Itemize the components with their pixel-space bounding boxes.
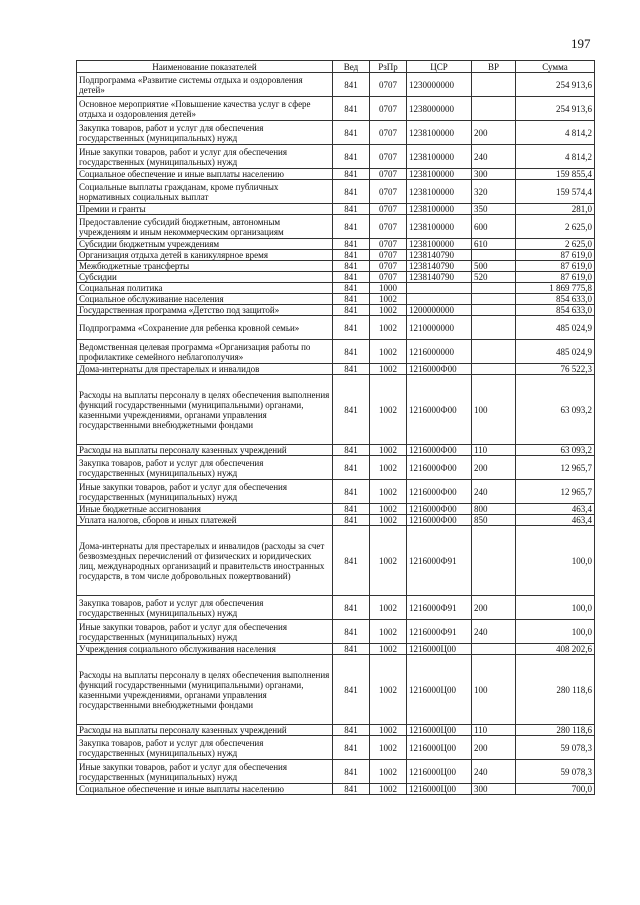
cell-ved: 841 (333, 305, 370, 316)
cell-sum: 280 118,6 (516, 655, 595, 725)
cell-rzpr: 1002 (370, 480, 407, 504)
cell-name: Закупка товаров, работ и услуг для обеспечения государственных (муниципальных) нужд (77, 596, 333, 620)
cell-sum: 408 202,6 (516, 644, 595, 655)
cell-sum: 254 913,6 (516, 97, 595, 121)
cell-ved: 841 (333, 73, 370, 97)
cell-csr: 1216000Ф91 (407, 596, 472, 620)
cell-csr: 1210000000 (407, 316, 472, 340)
cell-rzpr: 1002 (370, 620, 407, 644)
cell-name: Расходы на выплаты персоналу казенных учреждений (77, 445, 333, 456)
cell-ved: 841 (333, 204, 370, 215)
table-row (77, 596, 595, 620)
cell-name: Расходы на выплаты персоналу в целях обеспечения выполнения функций государственными (муниципальными) органами, казенными учреждениями, органами управления государственными внебюджетными фондами (77, 375, 333, 445)
cell-rzpr: 1002 (370, 526, 407, 596)
cell-sum: 59 078,3 (516, 760, 595, 784)
cell-name: Государственная программа «Детство под защитой» (77, 305, 333, 316)
cell-rzpr: 1002 (370, 305, 407, 316)
table-row (77, 239, 595, 250)
cell-name: Расходы на выплаты персоналу в целях обеспечения выполнения функций государственными (муниципальными) органами, казенными учреждениями, органами управления государственными внебюджетными фондами (77, 655, 333, 725)
table-row (77, 655, 595, 725)
cell-csr: 1238140790 (407, 250, 472, 261)
table-row (77, 456, 595, 480)
table-row (77, 283, 595, 294)
cell-sum: 700,0 (516, 784, 595, 795)
cell-ved: 841 (333, 515, 370, 526)
header-name: Наименование показателей (77, 61, 333, 73)
cell-csr: 1216000Ф00 (407, 375, 472, 445)
cell-ved: 841 (333, 239, 370, 250)
cell-csr: 1216000Ф00 (407, 364, 472, 375)
cell-csr: 1216000Ф00 (407, 456, 472, 480)
cell-name: Социальная политика (77, 283, 333, 294)
table-row (77, 215, 595, 239)
table-row (77, 526, 595, 596)
cell-ved: 841 (333, 169, 370, 180)
cell-name: Социальное обслуживание населения (77, 294, 333, 305)
cell-csr: 1238140790 (407, 272, 472, 283)
cell-vr: 600 (472, 215, 516, 239)
cell-ved: 841 (333, 97, 370, 121)
cell-vr (472, 250, 516, 261)
cell-rzpr: 1002 (370, 294, 407, 305)
cell-name: Субсидии (77, 272, 333, 283)
cell-name: Подпрограмма «Развитие системы отдыха и оздоровления детей» (77, 73, 333, 97)
cell-name: Закупка товаров, работ и услуг для обеспечения государственных (муниципальных) нужд (77, 736, 333, 760)
cell-vr: 300 (472, 169, 516, 180)
cell-rzpr: 1002 (370, 736, 407, 760)
cell-name: Иные закупки товаров, работ и услуг для обеспечения государственных (муниципальных) нужд (77, 480, 333, 504)
cell-rzpr: 1002 (370, 316, 407, 340)
cell-csr: 1238100000 (407, 215, 472, 239)
cell-rzpr: 1002 (370, 364, 407, 375)
cell-rzpr: 0707 (370, 215, 407, 239)
table-row (77, 97, 595, 121)
cell-sum: 87 619,0 (516, 250, 595, 261)
cell-ved: 841 (333, 375, 370, 445)
table-header-row (77, 61, 595, 73)
cell-rzpr: 0707 (370, 250, 407, 261)
table-row (77, 294, 595, 305)
cell-vr: 850 (472, 515, 516, 526)
cell-vr (472, 305, 516, 316)
cell-csr: 1216000Ц00 (407, 760, 472, 784)
cell-csr: 1216000Ф91 (407, 620, 472, 644)
cell-sum: 280 118,6 (516, 725, 595, 736)
cell-rzpr: 0707 (370, 97, 407, 121)
cell-name: Предоставление субсидий бюджетным, автономным учреждениям и иным некоммерческим организациям (77, 215, 333, 239)
cell-name: Подпрограмма «Сохранение для ребенка кровной семьи» (77, 316, 333, 340)
cell-sum: 76 522,3 (516, 364, 595, 375)
cell-csr (407, 294, 472, 305)
cell-csr: 1238100000 (407, 180, 472, 204)
cell-ved: 841 (333, 456, 370, 480)
cell-sum: 100,0 (516, 526, 595, 596)
cell-name: Закупка товаров, работ и услуг для обеспечения государственных (муниципальных) нужд (77, 456, 333, 480)
cell-sum: 463,4 (516, 504, 595, 515)
cell-ved: 841 (333, 760, 370, 784)
cell-csr: 1216000Ц00 (407, 736, 472, 760)
cell-sum: 485 024,9 (516, 316, 595, 340)
cell-vr (472, 283, 516, 294)
cell-sum: 12 965,7 (516, 456, 595, 480)
cell-sum: 4 814,2 (516, 121, 595, 145)
cell-rzpr: 0707 (370, 180, 407, 204)
cell-vr (472, 526, 516, 596)
table-row (77, 445, 595, 456)
cell-rzpr: 1002 (370, 596, 407, 620)
cell-csr: 1238100000 (407, 169, 472, 180)
cell-vr: 240 (472, 760, 516, 784)
cell-ved: 841 (333, 272, 370, 283)
table-body (77, 73, 595, 795)
cell-rzpr: 1002 (370, 725, 407, 736)
cell-rzpr: 1000 (370, 283, 407, 294)
cell-csr: 1216000000 (407, 340, 472, 364)
cell-rzpr: 0707 (370, 145, 407, 169)
cell-csr: 1238100000 (407, 239, 472, 250)
cell-name: Расходы на выплаты персоналу казенных учреждений (77, 725, 333, 736)
cell-vr: 100 (472, 375, 516, 445)
cell-vr: 610 (472, 239, 516, 250)
table-row (77, 121, 595, 145)
cell-sum: 100,0 (516, 620, 595, 644)
cell-rzpr: 1002 (370, 375, 407, 445)
table-row (77, 364, 595, 375)
table-row (77, 272, 595, 283)
cell-name: Субсидии бюджетным учреждениям (77, 239, 333, 250)
cell-name: Закупка товаров, работ и услуг для обеспечения государственных (муниципальных) нужд (77, 121, 333, 145)
cell-vr: 200 (472, 456, 516, 480)
table-row (77, 204, 595, 215)
cell-sum: 159 855,4 (516, 169, 595, 180)
cell-ved: 841 (333, 316, 370, 340)
header-rzpr: РзПр (370, 61, 407, 73)
cell-rzpr: 1002 (370, 445, 407, 456)
cell-sum: 87 619,0 (516, 261, 595, 272)
table-row (77, 73, 595, 97)
table-row (77, 644, 595, 655)
table-row (77, 760, 595, 784)
cell-sum: 87 619,0 (516, 272, 595, 283)
cell-vr (472, 644, 516, 655)
cell-vr: 320 (472, 180, 516, 204)
cell-vr: 100 (472, 655, 516, 725)
cell-csr: 1216000Ц00 (407, 655, 472, 725)
cell-rzpr: 1002 (370, 760, 407, 784)
cell-sum: 159 574,4 (516, 180, 595, 204)
cell-csr: 1216000Ф00 (407, 504, 472, 515)
cell-sum: 63 093,2 (516, 445, 595, 456)
cell-vr: 520 (472, 272, 516, 283)
cell-ved: 841 (333, 215, 370, 239)
cell-csr: 1238140790 (407, 261, 472, 272)
table-row (77, 725, 595, 736)
cell-name: Уплата налогов, сборов и иных платежей (77, 515, 333, 526)
cell-ved: 841 (333, 250, 370, 261)
cell-ved: 841 (333, 480, 370, 504)
cell-ved: 841 (333, 596, 370, 620)
cell-rzpr: 1002 (370, 655, 407, 725)
cell-sum: 485 024,9 (516, 340, 595, 364)
cell-csr: 1200000000 (407, 305, 472, 316)
cell-sum: 2 625,0 (516, 239, 595, 250)
cell-rzpr: 1002 (370, 504, 407, 515)
table-row (77, 620, 595, 644)
cell-sum: 854 633,0 (516, 294, 595, 305)
cell-name: Социальное обеспечение и иные выплаты населению (77, 169, 333, 180)
cell-sum: 100,0 (516, 596, 595, 620)
cell-name: Социальные выплаты гражданам, кроме публичных нормативных социальных выплат (77, 180, 333, 204)
cell-csr: 1216000Ц00 (407, 644, 472, 655)
cell-name: Учреждения социального обслуживания населения (77, 644, 333, 655)
cell-csr: 1216000Ф00 (407, 515, 472, 526)
cell-vr (472, 294, 516, 305)
cell-sum: 281,0 (516, 204, 595, 215)
cell-vr (472, 340, 516, 364)
cell-rzpr: 0707 (370, 239, 407, 250)
cell-sum: 254 913,6 (516, 73, 595, 97)
cell-ved: 841 (333, 655, 370, 725)
table-row (77, 504, 595, 515)
cell-name: Иные бюджетные ассигнования (77, 504, 333, 515)
cell-csr: 1216000Ц00 (407, 784, 472, 795)
cell-ved: 841 (333, 784, 370, 795)
cell-name: Иные закупки товаров, работ и услуг для обеспечения государственных (муниципальных) нужд (77, 145, 333, 169)
cell-rzpr: 1002 (370, 644, 407, 655)
table-row (77, 515, 595, 526)
cell-csr (407, 283, 472, 294)
cell-ved: 841 (333, 261, 370, 272)
cell-ved: 841 (333, 121, 370, 145)
cell-ved: 841 (333, 283, 370, 294)
cell-ved: 841 (333, 725, 370, 736)
cell-name: Премии и гранты (77, 204, 333, 215)
cell-sum: 59 078,3 (516, 736, 595, 760)
cell-vr: 500 (472, 261, 516, 272)
cell-vr: 240 (472, 145, 516, 169)
cell-name: Дома-интернаты для престарелых и инвалидов (расходы за счет безвозмездных перечислений от физических и юридических лиц, международных организаций и правительств иностранных государств, в том числе добровольных пожертвований) (77, 526, 333, 596)
header-sum: Сумма (516, 61, 595, 73)
table-row (77, 180, 595, 204)
cell-rzpr: 0707 (370, 169, 407, 180)
cell-ved: 841 (333, 736, 370, 760)
cell-rzpr: 1002 (370, 784, 407, 795)
cell-ved: 841 (333, 526, 370, 596)
cell-vr: 300 (472, 784, 516, 795)
cell-rzpr: 0707 (370, 73, 407, 97)
table-row (77, 145, 595, 169)
cell-csr: 1216000Ф00 (407, 445, 472, 456)
cell-vr: 110 (472, 725, 516, 736)
cell-name: Ведомственная целевая программа «Организация работы по профилактике семейного неблагополучия» (77, 340, 333, 364)
cell-csr: 1216000Ф91 (407, 526, 472, 596)
table-row (77, 480, 595, 504)
cell-name: Иные закупки товаров, работ и услуг для обеспечения государственных (муниципальных) нужд (77, 760, 333, 784)
cell-rzpr: 1002 (370, 456, 407, 480)
cell-vr (472, 364, 516, 375)
table-row (77, 784, 595, 795)
header-ved: Вед (333, 61, 370, 73)
cell-name: Дома-интернаты для престарелых и инвалидов (77, 364, 333, 375)
cell-vr: 200 (472, 736, 516, 760)
cell-csr: 1238100000 (407, 121, 472, 145)
cell-rzpr: 1002 (370, 515, 407, 526)
cell-csr: 1216000Ц00 (407, 725, 472, 736)
cell-sum: 63 093,2 (516, 375, 595, 445)
cell-name: Основное мероприятие «Повышение качества услуг в сфере отдыха и оздоровления детей» (77, 97, 333, 121)
cell-ved: 841 (333, 620, 370, 644)
table-row (77, 375, 595, 445)
cell-rzpr: 0707 (370, 204, 407, 215)
cell-csr: 1238000000 (407, 97, 472, 121)
cell-rzpr: 0707 (370, 272, 407, 283)
cell-name: Иные закупки товаров, работ и услуг для обеспечения государственных (муниципальных) нужд (77, 620, 333, 644)
table-row (77, 305, 595, 316)
table-row (77, 316, 595, 340)
cell-csr: 1238100000 (407, 204, 472, 215)
cell-ved: 841 (333, 504, 370, 515)
cell-rzpr: 0707 (370, 261, 407, 272)
cell-ved: 841 (333, 445, 370, 456)
cell-vr: 240 (472, 480, 516, 504)
cell-sum: 12 965,7 (516, 480, 595, 504)
cell-csr: 1238100000 (407, 145, 472, 169)
cell-name: Организация отдыха детей в каникулярное время (77, 250, 333, 261)
table-row (77, 736, 595, 760)
table-row (77, 261, 595, 272)
cell-name: Межбюджетные трансферты (77, 261, 333, 272)
cell-ved: 841 (333, 294, 370, 305)
cell-ved: 841 (333, 340, 370, 364)
budget-table (76, 60, 595, 795)
cell-csr: 1230000000 (407, 73, 472, 97)
cell-vr: 200 (472, 121, 516, 145)
header-vr: ВР (472, 61, 516, 73)
cell-vr (472, 316, 516, 340)
cell-rzpr: 0707 (370, 121, 407, 145)
cell-vr: 240 (472, 620, 516, 644)
cell-ved: 841 (333, 644, 370, 655)
cell-vr: 200 (472, 596, 516, 620)
page-number: 197 (571, 36, 591, 51)
cell-vr (472, 97, 516, 121)
table-row (77, 169, 595, 180)
header-csr: ЦСР (407, 61, 472, 73)
cell-sum: 463,4 (516, 515, 595, 526)
cell-name: Социальное обеспечение и иные выплаты населению (77, 784, 333, 795)
cell-vr: 800 (472, 504, 516, 515)
cell-ved: 841 (333, 145, 370, 169)
cell-sum: 2 625,0 (516, 215, 595, 239)
cell-rzpr: 1002 (370, 340, 407, 364)
cell-sum: 854 633,0 (516, 305, 595, 316)
cell-sum: 1 869 775,8 (516, 283, 595, 294)
cell-sum: 4 814,2 (516, 145, 595, 169)
cell-vr: 350 (472, 204, 516, 215)
table-row (77, 340, 595, 364)
cell-csr: 1216000Ф00 (407, 480, 472, 504)
cell-vr: 110 (472, 445, 516, 456)
cell-ved: 841 (333, 180, 370, 204)
cell-vr (472, 73, 516, 97)
cell-ved: 841 (333, 364, 370, 375)
table-row (77, 250, 595, 261)
